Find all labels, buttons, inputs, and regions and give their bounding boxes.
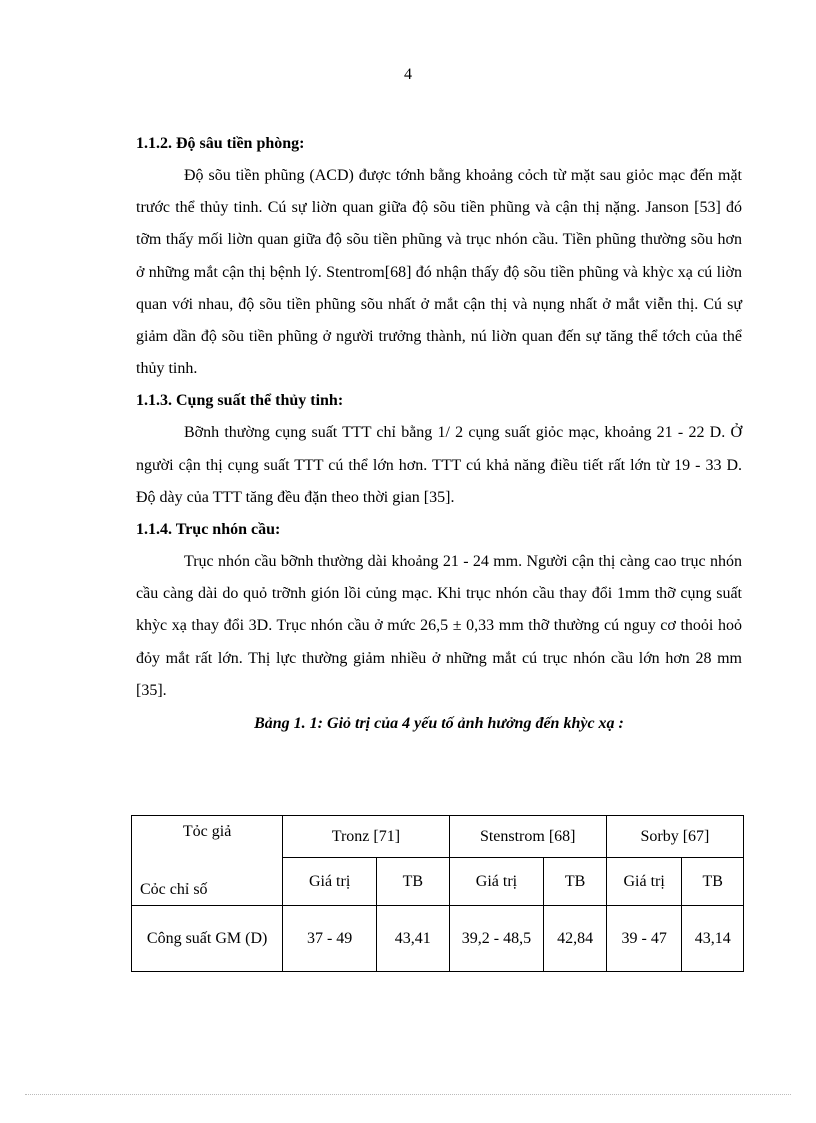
section-heading-lens-power: 1.1.3. Cụng suất thể thủy tinh: <box>136 392 344 410</box>
cell-value: 42,84 <box>544 906 607 972</box>
section-heading-axial-length: 1.1.4. Trục nhón cầu: <box>136 521 281 539</box>
cell-value: 43,14 <box>682 906 744 972</box>
section-heading-acd: 1.1.2. Độ sâu tiền phòng: <box>136 135 305 152</box>
document-body <box>136 128 742 739</box>
page-footer-divider <box>25 1094 791 1095</box>
cell-value: 39,2 - 48,5 <box>449 906 544 972</box>
row-label: Công suất GM (D) <box>132 906 283 972</box>
page-number: 4 <box>404 66 412 83</box>
subheader-value: Giá trị <box>283 858 377 906</box>
subheader-mean: TB <box>682 858 744 906</box>
table-row <box>132 906 744 972</box>
subheader-mean: TB <box>377 858 450 906</box>
paragraph-axial-length: Trục nhón cầu bỡnh thường dài khoảng 21 - 24 mm. Người cận thị càng cao trục nhón cầu càng dài do quỏ trỡnh gión lồi củng mạc. Khi trục nhón cầu thay đổi 1mm thỡ cụng suất khỳc xạ thay đổi 3D. Trục nhón cầu ở mức 26,5 ± 0,33 mm thỡ thường cú nguy cơ thoỏi hoỏ đỏy mắt rất lớn. Thị lực thường giảm nhiều ở những mắt cú trục nhón cầu lớn hơn 28 mm [35]. <box>136 553 742 699</box>
paragraph-acd: Độ sõu tiền phũng (ACD) được tớnh bằng khoảng cỏch từ mặt sau giỏc mạc đến mặt trước thể thủy tinh. Cú sự liờn quan giữa độ sõu tiền phũng và cận thị nặng. Janson [53] đó tỡm thấy mối liờn quan giữa độ sõu tiền phũng và trục nhón cầu. Tiền phũng thường sõu hơn ở những mắt cận thị bệnh lý. Stentrom[68] đó nhận thấy độ sõu tiền phũng và khỳc xạ cú liờn quan với nhau, độ sõu tiền phũng sõu nhất ở mắt cận thị và nụng nhất ở mắt viễn thị. Cú sự giảm dần độ sõu tiền phũng ở người trưởng thành, nú liờn quan đến sự tăng thể tớch của thể thủy tinh. <box>136 167 742 378</box>
table-caption: Bảng 1. 1: Giỏ trị của 4 yếu tố ảnh hưởng đến khỳc xạ : <box>254 715 624 733</box>
subheader-value: Giá trị <box>606 858 682 906</box>
author-header-tronz: Tronz [71] <box>283 816 449 858</box>
corner-author-label: Tỏc giả <box>182 823 232 840</box>
cell-value: 43,41 <box>377 906 450 972</box>
author-header-sorby: Sorby [67] <box>606 816 743 858</box>
subheader-value: Giá trị <box>449 858 544 906</box>
subheader-mean: TB <box>544 858 607 906</box>
paragraph-lens-power: Bỡnh thường cụng suất TTT chỉ bằng 1/ 2 cụng suất giỏc mạc, khoảng 21 - 22 D. Ở người cận thị cụng suất TTT cú thể lớn hơn. TTT cú khả năng điều tiết rất lớn từ 19 - 33 D. Độ dày của TTT tăng đều đặn theo thời gian [35]. <box>136 424 742 506</box>
refraction-factors-table <box>131 815 744 972</box>
table-corner-header <box>132 816 283 906</box>
cell-value: 37 - 49 <box>283 906 377 972</box>
corner-index-label: Cỏc chỉ số <box>140 881 208 898</box>
author-header-stenstrom: Stenstrom [68] <box>449 816 606 858</box>
cell-value: 39 - 47 <box>606 906 682 972</box>
